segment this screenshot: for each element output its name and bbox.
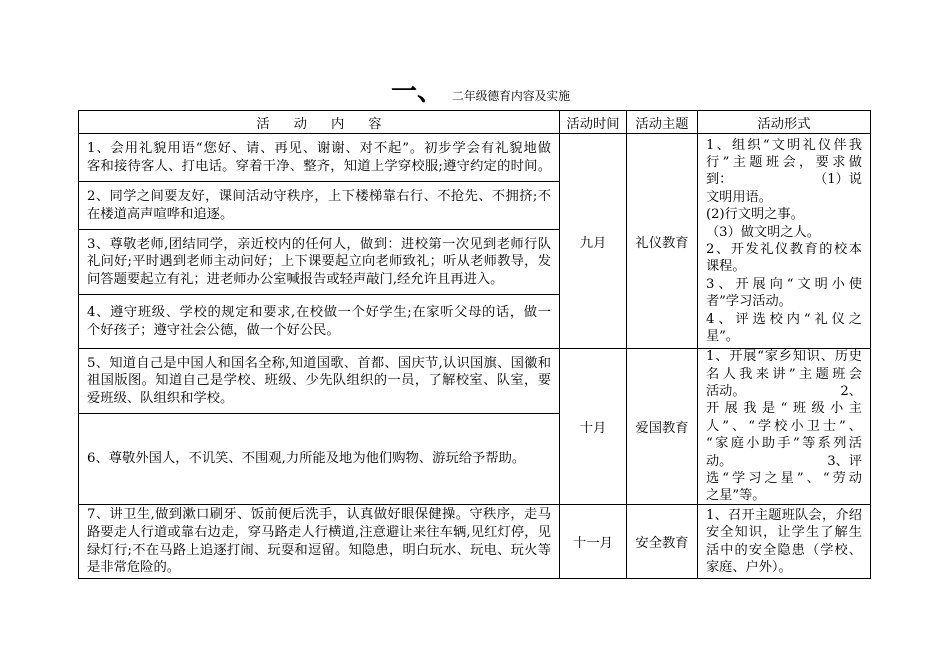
- form-line: 1、开展“家乡知识、历史: [706, 349, 862, 365]
- content-line: 在楼道高声喧哗和追逐。: [87, 206, 234, 222]
- content-line: 客和接待客人、打电话。穿着干净、整齐，知道上学穿校服;遵守约定的时间。: [87, 158, 551, 174]
- activity-month: 九月: [579, 235, 607, 251]
- form-line: “家庭小助手”等系列活: [706, 436, 862, 452]
- form-line-part: （1）说: [814, 172, 862, 188]
- activity-month-cell: [560, 349, 627, 505]
- activity-theme-cell: [627, 505, 698, 579]
- content-line: 问答题要起立有礼；进老师办公室喊报告或轻声敲门,经允许且再进入。: [87, 271, 504, 287]
- form-line: 1、召开主题班队会，介绍: [706, 507, 862, 523]
- activity-content-cell: [79, 505, 560, 579]
- header-content-label: 活动内容: [256, 116, 406, 132]
- content-line: 个好孩子；遵守社会公德，做一个好公民。: [87, 322, 340, 338]
- activity-content-cell: [79, 414, 560, 505]
- activity-theme: 爱国教育: [635, 421, 689, 436]
- form-line: [706, 171, 862, 188]
- form-line-part: 2、: [840, 383, 862, 399]
- form-line-part: 动。: [706, 453, 733, 469]
- content-line: 6、尊敬外国人，不讥笑、不围观,力所能及地为他们购物、游玩给予帮助。: [87, 451, 526, 467]
- content-line: 1、会用礼貌用语“您好、请、再见、谢谢、对不起”。初步学会有礼貌地做: [87, 140, 551, 156]
- content-line: 爱班级、队组织和学校。: [87, 390, 234, 406]
- header-theme-label: 活动主题: [635, 116, 689, 132]
- header-form-label: 活动形式: [757, 116, 811, 132]
- activity-content-cell: [79, 134, 560, 182]
- content-line: 4、遵守班级、学校的规定和要求,在校做一个好学生;在家听父母的话，做一: [87, 304, 551, 320]
- content-line: 2、同学之间要友好，课间活动守秩序，上下楼梯靠右行、不抢先、不拥挤;不: [87, 188, 551, 204]
- form-line: 4、评选校内“礼仪之: [706, 311, 862, 327]
- section-title: 二年级德育内容及实施: [452, 89, 570, 103]
- content-line: 礼问好;平时遇到老师主动问好；上下课要起立向老师致礼；听从老师教导，发: [87, 254, 551, 270]
- activity-month: 十月: [579, 421, 607, 436]
- form-line: 家庭、户外）。: [706, 559, 792, 575]
- activity-form-cell: [698, 349, 871, 505]
- activity-theme: 安全教育: [635, 536, 689, 551]
- document-title: [391, 77, 570, 107]
- form-line: 文明用语。: [706, 189, 772, 205]
- form-line: 活中的安全隐患（学校、: [706, 542, 862, 558]
- form-line: 行”主题班会，要求做: [706, 154, 862, 170]
- form-line: 3、开展向“文明小使: [706, 276, 862, 292]
- content-line: 5、知道自己是中国人和国名全称,知道国歌、首都、国庆节,认识国旗、国徽和: [87, 355, 551, 371]
- content-line: 绿灯行;不在马路上追逐打闹、玩耍和逗留。知隐患，明白玩水、玩电、玩火等: [87, 542, 551, 558]
- section-number: 一、: [391, 77, 444, 107]
- content-line: 路要走人行道或靠右边走，穿马路走人行横道,注意避让来往车辆,见红灯停，见: [87, 524, 551, 540]
- activity-content-cell: [79, 295, 560, 349]
- form-line: 之星”等。: [706, 488, 766, 504]
- header-activity-content: [79, 111, 560, 134]
- form-line: 安全知识，让学生了解生: [706, 525, 862, 541]
- activity-content-cell: [79, 182, 560, 230]
- activity-month-cell: [560, 134, 627, 349]
- activity-month: 十一月: [573, 536, 613, 551]
- header-activity-form: [698, 111, 871, 134]
- content-line: 3、尊敬老师,团结同学，亲近校内的任何人，做到：进校第一次见到老师行队: [87, 236, 551, 252]
- content-line: 祖国版图。知道自己是学校、班级、少先队组织的一员，了解校室、队室，要: [87, 373, 551, 389]
- content-line: 是非常危险的。: [87, 560, 181, 576]
- form-line-part: 3、评: [827, 453, 862, 469]
- activity-theme-cell: [627, 349, 698, 505]
- form-line: (2)行文明之事。: [706, 207, 804, 223]
- form-line-part: 活动。: [706, 383, 746, 399]
- header-activity-theme: [627, 111, 698, 134]
- form-line: 开展我是“班级小主: [706, 401, 862, 417]
- activity-content-cell: [79, 230, 560, 295]
- activity-content-cell: [79, 349, 560, 414]
- activity-form-cell: [698, 505, 871, 579]
- activity-theme-cell: [627, 134, 698, 349]
- content-line: 7、讲卫生,做到漱口刷牙、饭前便后洗手，认真做好眼保健操。守秩序，走马: [87, 507, 551, 523]
- activity-theme: 礼仪教育: [635, 235, 689, 251]
- form-line: 名人我来讲”主题班会: [706, 366, 862, 382]
- form-line: （3）做文明之人。: [706, 224, 820, 240]
- form-line: [706, 453, 862, 470]
- activity-month-cell: [560, 505, 627, 579]
- form-line: 2、开发礼仪教育的校本: [706, 242, 862, 257]
- form-line: 1、组织“文明礼仪伴我: [706, 137, 862, 153]
- header-activity-time: [560, 111, 627, 134]
- form-line: 星”。: [706, 329, 740, 345]
- form-line: [706, 383, 862, 400]
- moral-education-table: [78, 110, 871, 579]
- form-line-part: 到：: [706, 172, 733, 188]
- header-time-label: 活动时间: [566, 116, 620, 132]
- activity-form-cell: [698, 134, 871, 349]
- form-line: 课程。: [706, 259, 746, 275]
- form-line: 选“学习之星”、“劳动: [706, 471, 862, 487]
- form-line: 人”、“学校小卫士”、: [706, 418, 862, 434]
- form-line: 者”学习活动。: [706, 294, 792, 310]
